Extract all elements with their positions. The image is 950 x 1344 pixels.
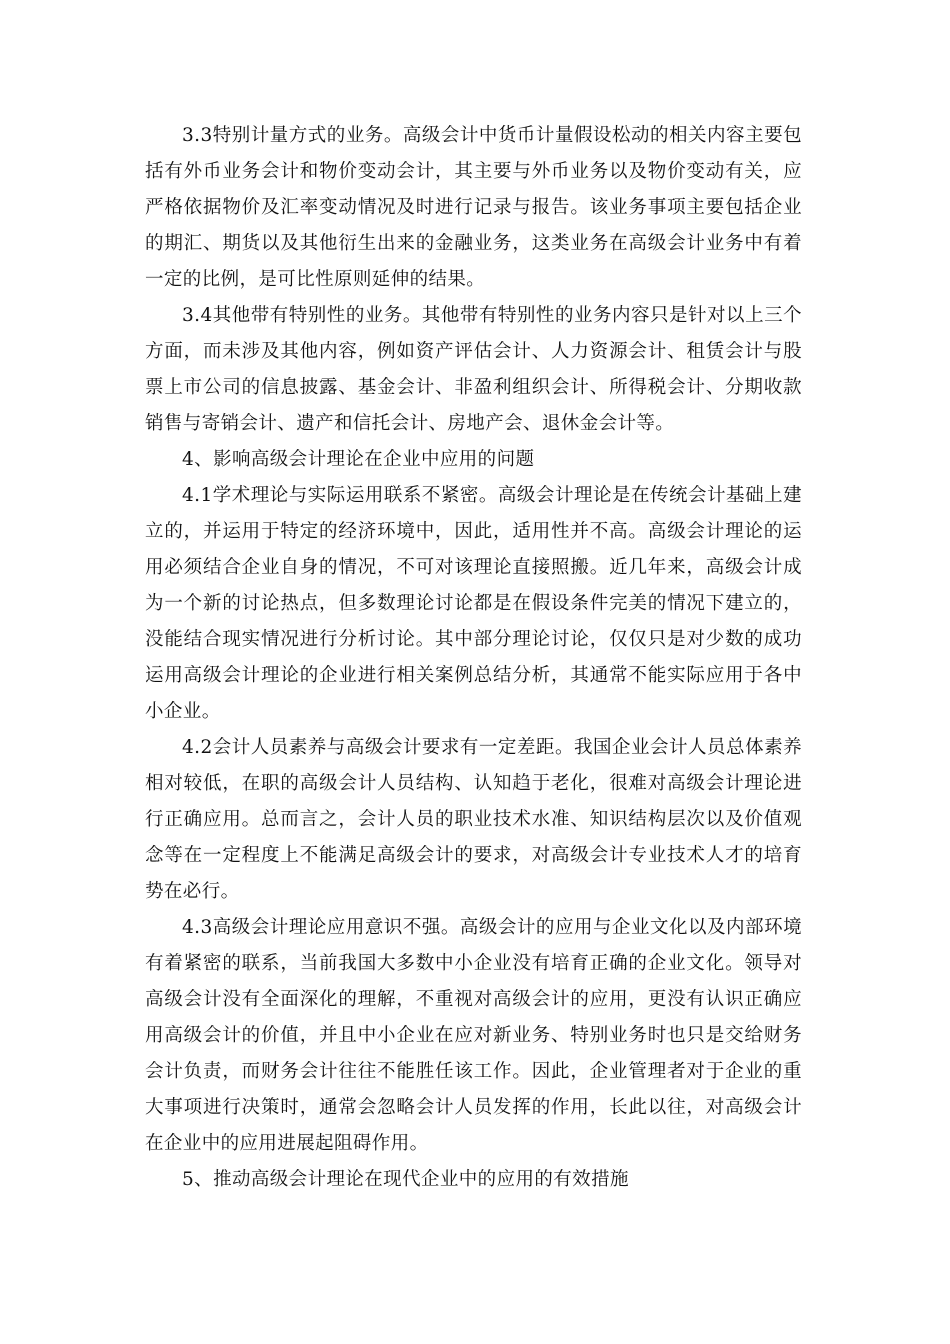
section-heading-4: 4、影响高级会计理论在企业中应用的问题 — [182, 449, 535, 470]
document-body — [145, 118, 802, 1198]
paragraph-3-3: 3.3特别计量方式的业务。高级会计中货币计量假设松动的相关内容主要包括有外币业务会计和物价变动会计，其主要与外币业务以及物价变动有关，应严格依据物价及汇率变动情况及时进行记录与报告。该业务事项主要包括企业的期汇、期货以及其他衍生出来的金融业务，这类业务在高级会计业务中有着一定的比例，是可比性原则延伸的结果。 — [145, 125, 802, 290]
paragraph-4-1: 4.1学术理论与实际运用联系不紧密。高级会计理论是在传统会计基础上建立的，并运用于特定的经济环境中，因此，适用性并不高。高级会计理论的运用必须结合企业自身的情况，不可对该理论直接照搬。近几年来，高级会计成为一个新的讨论热点，但多数理论讨论都是在假设条件完美的情况下建立的，没能结合现实情况进行分析讨论。其中部分理论讨论，仅仅只是对少数的成功运用高级会计理论的企业进行相关案例总结分析，其通常不能实际应用于各中小企业。 — [145, 485, 802, 722]
paragraph-4-2: 4.2会计人员素养与高级会计要求有一定差距。我国企业会计人员总体素养相对较低，在职的高级会计人员结构、认知趋于老化，很难对高级会计理论进行正确应用。总而言之，会计人员的职业技术水准、知识结构层次以及价值观念等在一定程度上不能满足高级会计的要求，对高级会计专业技术人才的培育势在必行。 — [145, 737, 802, 902]
section-heading-5: 5、推动高级会计理论在现代企业中的应用的有效措施 — [182, 1169, 629, 1190]
paragraph-3-4: 3.4其他带有特别性的业务。其他带有特别性的业务内容只是针对以上三个方面，而未涉及其他内容，例如资产评估会计、人力资源会计、租赁会计与股票上市公司的信息披露、基金会计、非盈利组织会计、所得税会计、分期收款销售与寄销会计、遗产和信托会计、房地产会、退休金会计等。 — [145, 305, 802, 434]
paragraph-4-3: 4.3高级会计理论应用意识不强。高级会计的应用与企业文化以及内部环境有着紧密的联系，当前我国大多数中小企业没有培育正确的企业文化。领导对高级会计没有全面深化的理解，不重视对高级会计的应用，更没有认识正确应用高级会计的价值，并且中小企业在应对新业务、特别业务时也只是交给财务会计负责，而财务会计往往不能胜任该工作。因此，企业管理者对于企业的重大事项进行决策时，通常会忽略会计人员发挥的作用，长此以往，对高级会计在企业中的应用进展起阻碍作用。 — [145, 917, 802, 1154]
